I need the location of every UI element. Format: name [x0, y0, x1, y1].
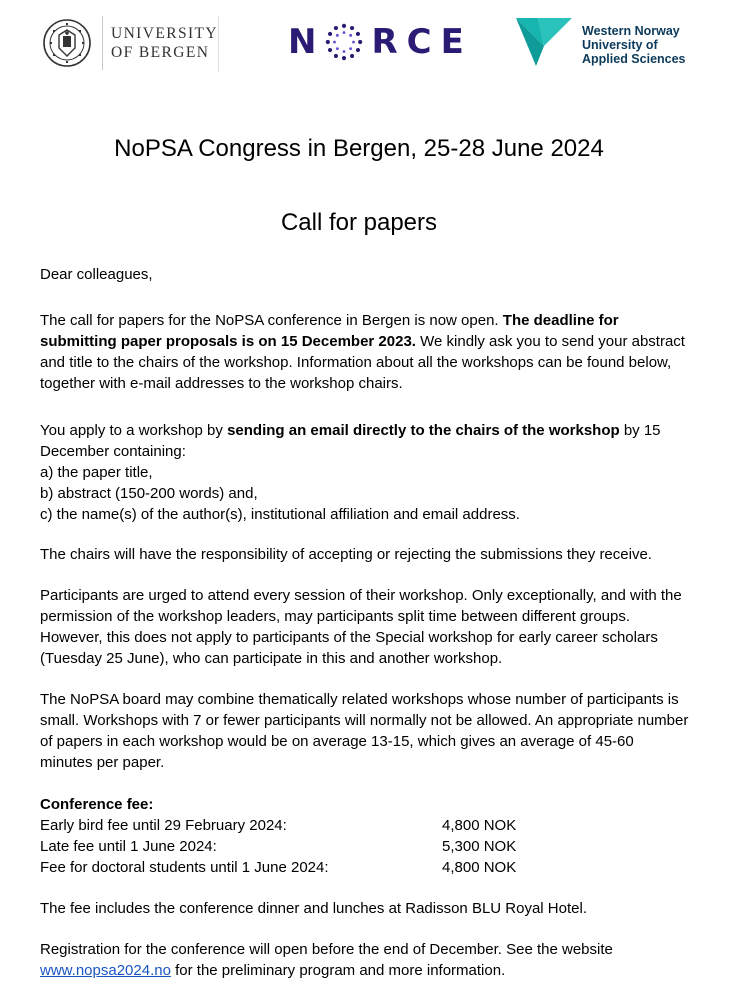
paragraph-board: [40, 689, 690, 773]
paragraph-fee-includes-text: The fee includes the conference dinner and lunches at Radisson BLU Royal Hotel.: [40, 900, 587, 917]
paragraph-chairs: [40, 544, 690, 565]
p7-a: Registration for the conference will open before the end of December. See the website: [40, 941, 613, 958]
paragraph-call-text: [40, 310, 690, 394]
fee-amount: 4,800 NOK: [442, 859, 517, 876]
website-link[interactable]: www.nopsa2024.no: [40, 962, 171, 979]
uib-line-2: OF BERGEN: [111, 44, 210, 61]
logo-bar: [0, 0, 743, 80]
fee-amount: 4,800 NOK: [442, 817, 517, 834]
paragraph-fee-includes: [40, 898, 690, 919]
uib-divider: [102, 16, 103, 70]
deadline-bold: The deadline for submitting paper proposals is on 15 December 2023.: [40, 312, 619, 350]
hvl-line-1: Western Norway: [582, 24, 680, 38]
norce-rce: RCE: [371, 22, 473, 62]
fee-heading-text: Conference fee:: [40, 796, 154, 813]
hvl-v-mark-icon: [514, 16, 574, 68]
fee-label: Fee for doctoral students until 1 June 2024:: [40, 859, 329, 876]
paragraph-chairs-text: The chairs will have the responsibility of accepting or rejecting the submissions they receive.: [40, 546, 652, 563]
p2-a: You apply to a workshop by: [40, 422, 228, 439]
paragraph-participants: [40, 585, 690, 669]
fee-label: Late fee until 1 June 2024:: [40, 838, 217, 855]
hvl-wordmark: [582, 24, 686, 66]
university-seal-icon: [42, 18, 92, 68]
paragraph-board-text: The NoPSA board may combine thematically related workshops whose number of participants is small. Workshops with 7 or fewer participants will normally not be allowed. An appropriate number of papers in each workshop would be on average 13-15, which gives an average of 45-60 minutes per paper.: [40, 691, 689, 771]
dotted-circle-o-icon: [325, 23, 363, 61]
fee-amount: 5,300 NOK: [442, 838, 517, 855]
hvl-line-2: University of: [582, 38, 658, 52]
call-for-papers-title: Call for papers: [280, 209, 438, 236]
conference-fee: [40, 794, 690, 878]
uib-logo: [42, 16, 218, 70]
paragraph-participants-text: Participants are urged to attend every session of their workshop. Only exceptionally, and with the permission of the workshop leaders, may participants split time between different groups. However, this does not apply to participants of the Special workshop for early career scholars (Tuesday 25 June), who can participate in this and another workshop.: [40, 587, 682, 667]
fee-label: Early bird fee until 29 February 2024:: [40, 817, 287, 834]
paragraph-apply: [40, 420, 690, 525]
norce-n: N: [288, 22, 326, 62]
greeting: [40, 264, 690, 285]
list-item: a) the paper title,: [40, 464, 153, 481]
fee-row: [40, 815, 690, 836]
hvl-logo: [514, 16, 686, 68]
list-item: b) abstract (150-200 words) and,: [40, 485, 258, 502]
fee-row: [40, 836, 690, 857]
p2-c: by 15 December containing:: [40, 422, 661, 460]
greeting-text: Dear colleagues,: [40, 266, 153, 283]
p7-b: for the preliminary program and more information.: [170, 962, 506, 979]
list-item: c) the name(s) of the author(s), institutional affiliation and email address.: [40, 506, 520, 523]
fee-row: [40, 857, 690, 878]
norce-logo: [288, 22, 473, 62]
hvl-line-3: Applied Sciences: [582, 52, 686, 66]
p1-a: The call for papers for the NoPSA conference in Bergen is now open.: [40, 312, 503, 329]
p1-c: We kindly ask you to send your abstract and title to the chairs of the workshop. Information about all the workshops can be found below, together with e-mail addresses to the workshop chairs.: [40, 333, 685, 392]
uib-line-1: UNIVERSITY: [111, 25, 218, 42]
congress-title: NoPSA Congress in Bergen, 25-28 June 2024: [114, 135, 604, 162]
fee-heading: [40, 794, 690, 815]
uib-wordmark: [111, 24, 218, 62]
send-email-bold: sending an email directly to the chairs of the workshop: [227, 422, 620, 439]
paragraph-registration-text: [40, 939, 690, 981]
paragraph-call: [40, 310, 690, 394]
paragraph-apply-text: [40, 420, 690, 462]
logo-separator: [218, 16, 219, 72]
paragraph-registration: [40, 939, 690, 981]
